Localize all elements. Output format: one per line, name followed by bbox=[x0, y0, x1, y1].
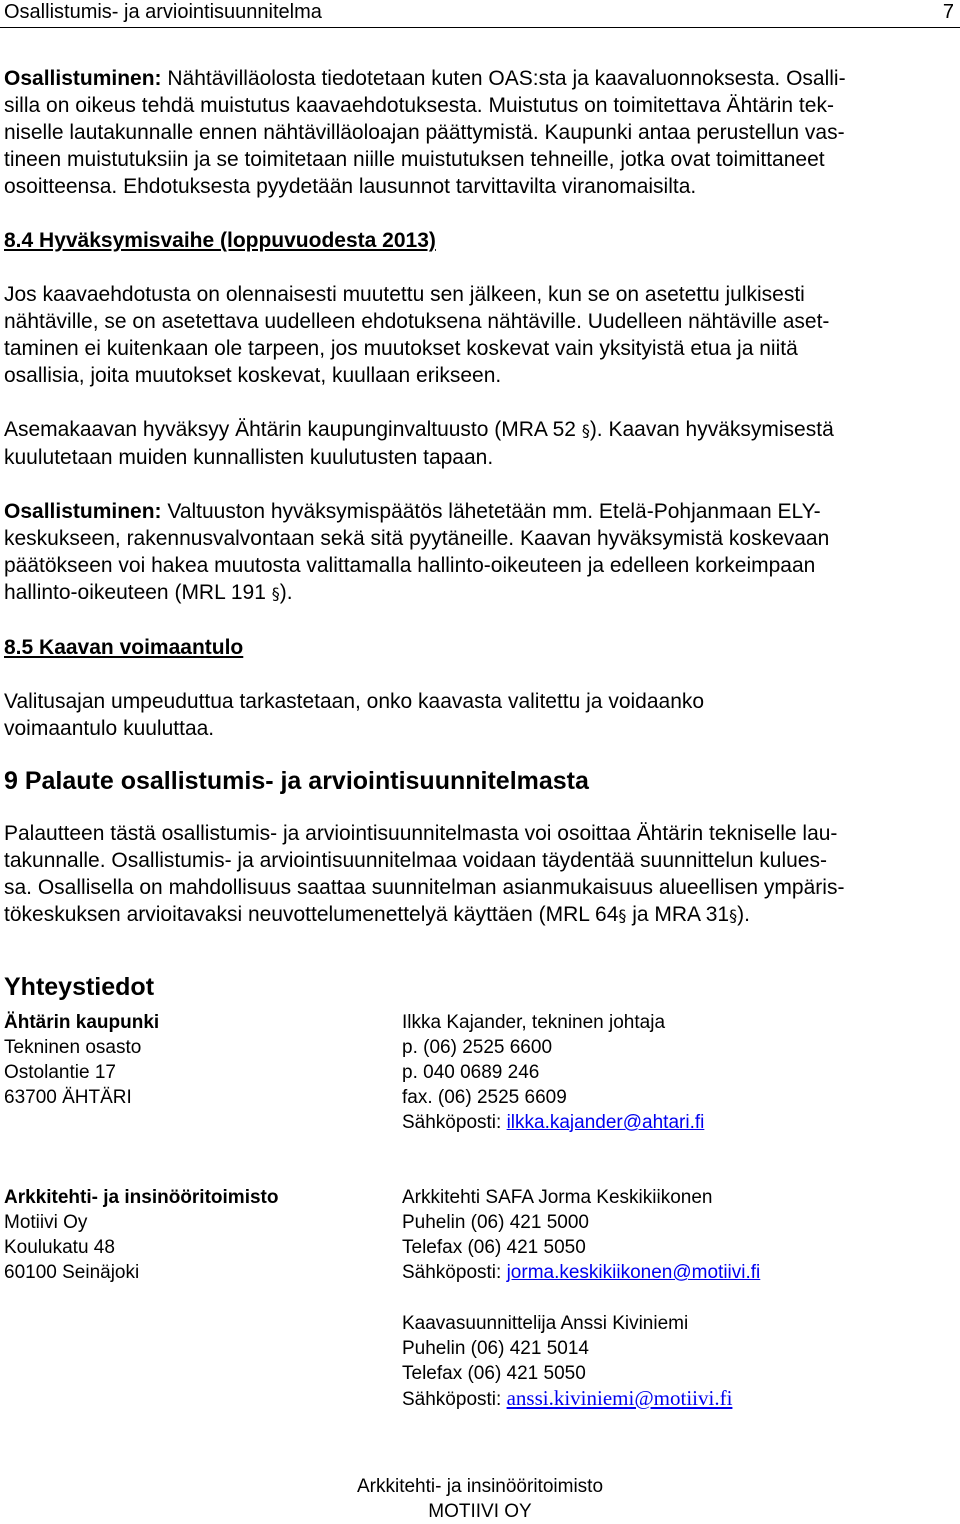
email-label: Sähköposti: bbox=[402, 1389, 507, 1410]
section-sign: § bbox=[271, 584, 280, 603]
paragraph-approval-2 bbox=[4, 416, 956, 471]
contact-phone: p. (06) 2525 6600 bbox=[402, 1037, 553, 1058]
contact-block-city bbox=[4, 1010, 159, 1110]
contact-name: Ilkka Kajander, tekninen johtaja bbox=[402, 1012, 666, 1033]
email-link-kajander[interactable]: ilkka.kajander@ahtari.fi bbox=[506, 1112, 705, 1133]
paragraph-participation-1 bbox=[4, 65, 956, 200]
text-line: nähtäville, se on asetettava uudelleen ehdotuksena nähtäville. Uudelleen nähtäville aset- bbox=[4, 310, 830, 333]
email-label: Sähköposti: bbox=[402, 1262, 507, 1283]
email-link-keskikiikonen[interactable]: jorma.keskikiikonen@motiivi.fi bbox=[506, 1262, 761, 1283]
contact-fax: fax. (06) 2525 6609 bbox=[402, 1087, 567, 1108]
contact-mobile: p. 040 0689 246 bbox=[402, 1062, 540, 1083]
department: Tekninen osasto bbox=[4, 1037, 142, 1058]
contact-fax: Telefax (06) 421 5050 bbox=[402, 1363, 586, 1384]
text-line: Valtuuston hyväksymispäätös lähetetään mm. Etelä-Pohjanmaan ELY- bbox=[161, 500, 821, 523]
text-line: silla on oikeus tehdä muistutus kaavaehdotuksesta. Muistutus on toimitettava Ähtärin tek- bbox=[4, 94, 834, 117]
contacts-heading: Yhteystiedot bbox=[4, 973, 155, 1001]
text-line: Valitusajan umpeuduttua tarkastetaan, onko kaavasta valitettu ja voidaanko bbox=[4, 690, 705, 713]
text-line: niselle lautakunnalle ennen nähtävilläoloajan päättymistä. Kaupunki antaa perustellun vas- bbox=[4, 121, 845, 144]
company-name: Motiivi Oy bbox=[4, 1212, 88, 1233]
contact-email-row bbox=[402, 1110, 704, 1135]
paragraph-entry-into-force bbox=[4, 688, 956, 742]
email-label: Sähköposti: bbox=[402, 1112, 507, 1133]
contact-person-kajander bbox=[402, 1010, 704, 1135]
text-line: Asemakaavan hyväksyy Ähtärin kaupunginvaltuusto (MRA 52 bbox=[4, 418, 582, 441]
text-line: takunnalle. Osallistumis- ja arviointisuunnitelmaa voidaan täydentää suunnittelun kulues- bbox=[4, 849, 827, 872]
postal-address: 63700 ÄHTÄRI bbox=[4, 1087, 132, 1108]
contact-name: Arkkitehti SAFA Jorma Keskikiikonen bbox=[402, 1187, 713, 1208]
section-sign: § bbox=[618, 906, 627, 925]
text-line: tökeskuksen arvioitavaksi neuvottelumenettelyä käyttäen (MRL 64 bbox=[4, 903, 619, 926]
text-line: Nähtävilläolosta tiedotetaan kuten OAS:sta ja kaavaluonnoksesta. Osalli- bbox=[161, 67, 846, 90]
contact-phone: Puhelin (06) 421 5014 bbox=[402, 1338, 589, 1359]
section-heading-8-4: 8.4 Hyväksymisvaihe (loppuvuodesta 2013) bbox=[4, 229, 436, 252]
street-address: Ostolantie 17 bbox=[4, 1062, 116, 1083]
text-line: osoitteensa. Ehdotuksesta pyydetään lausunnot tarvittavilta viranomaisilta. bbox=[4, 175, 697, 198]
postal-address: 60100 Seinäjoki bbox=[4, 1262, 140, 1283]
text-line: keskukseen, rakennusvalvontaan sekä sitä pyytäneille. Kaavan hyväksymistä koskevaan bbox=[4, 527, 830, 550]
text-line: ). bbox=[279, 581, 293, 604]
text-line: osallisia, joita muutokset koskevat, kuullaan erikseen. bbox=[4, 364, 502, 387]
section-sign: § bbox=[581, 421, 590, 440]
contact-email-row bbox=[402, 1260, 760, 1285]
contact-fax: Telefax (06) 421 5050 bbox=[402, 1237, 586, 1258]
paragraph-feedback bbox=[4, 820, 956, 929]
text-line: sa. Osallisella on mahdollisuus saattaa suunnitelman asianmukaisuus alueellisen ympäris- bbox=[4, 876, 845, 899]
email-link-kiviniemi[interactable]: anssi.kiviniemi@motiivi.fi bbox=[506, 1386, 733, 1410]
contact-name: Kaavasuunnittelija Anssi Kiviniemi bbox=[402, 1313, 689, 1334]
organization-name: Arkkitehti- ja insinööritoimisto bbox=[4, 1187, 279, 1208]
text-line: päätökseen voi hakea muutosta valittamalla hallinto-oikeuteen ja edelleen korkeimpaan bbox=[4, 554, 816, 577]
page-number: 7 bbox=[942, 1, 954, 23]
participation-label: Osallistuminen: bbox=[4, 500, 162, 523]
footer-company-type: Arkkitehti- ja insinööritoimisto bbox=[356, 1476, 604, 1497]
participation-label: Osallistuminen: bbox=[4, 67, 162, 90]
text-line: hallinto-oikeuteen (MRL 191 bbox=[4, 581, 272, 604]
paragraph-approval-1 bbox=[4, 281, 956, 389]
paragraph-participation-2 bbox=[4, 498, 956, 607]
section-heading-9: 9 Palaute osallistumis- ja arviointisuunnitelmasta bbox=[4, 767, 589, 795]
page-footer bbox=[0, 1474, 960, 1524]
text-line: Jos kaavaehdotusta on olennaisesti muutettu sen jälkeen, kun se on asetettu julkisesti bbox=[4, 283, 805, 306]
contact-block-office bbox=[4, 1185, 278, 1285]
section-sign: § bbox=[729, 906, 738, 925]
text-line: ). Kaavan hyväksymisestä bbox=[589, 418, 834, 441]
contact-person-kiviniemi bbox=[402, 1311, 732, 1412]
text-line: Palautteen tästä osallistumis- ja arviointisuunnitelmasta voi osoittaa Ähtärin tekniselle lau- bbox=[4, 822, 838, 845]
contact-email-row bbox=[402, 1386, 732, 1412]
footer-company-name: MOTIIVI OY bbox=[428, 1501, 532, 1522]
text-line: voimaantulo kuuluttaa. bbox=[4, 717, 215, 740]
text-line: ). bbox=[737, 903, 750, 926]
text-line: taminen ei kuitenkaan ole tarpeen, jos muutokset koskevat vain yksityistä etua ja niitä bbox=[4, 337, 798, 360]
text-line: kuulutetaan muiden kunnallisten kuulutusten tapaan. bbox=[4, 446, 494, 469]
section-heading-8-5: 8.5 Kaavan voimaantulo bbox=[4, 636, 244, 659]
text-line: tineen muistutuksiin ja se toimitetaan niille muistutuksen tehneille, jotka ovat toimittaneet bbox=[4, 148, 825, 171]
contact-phone: Puhelin (06) 421 5000 bbox=[402, 1212, 589, 1233]
organization-name: Ähtärin kaupunki bbox=[4, 1012, 160, 1033]
text-line: ja MRA 31 bbox=[626, 903, 730, 926]
document-body bbox=[4, 65, 956, 929]
document-title: Osallistumis- ja arviointisuunnitelma bbox=[4, 1, 322, 23]
contact-person-keskikiikonen bbox=[402, 1185, 760, 1285]
street-address: Koulukatu 48 bbox=[4, 1237, 115, 1258]
page-header bbox=[0, 0, 960, 28]
